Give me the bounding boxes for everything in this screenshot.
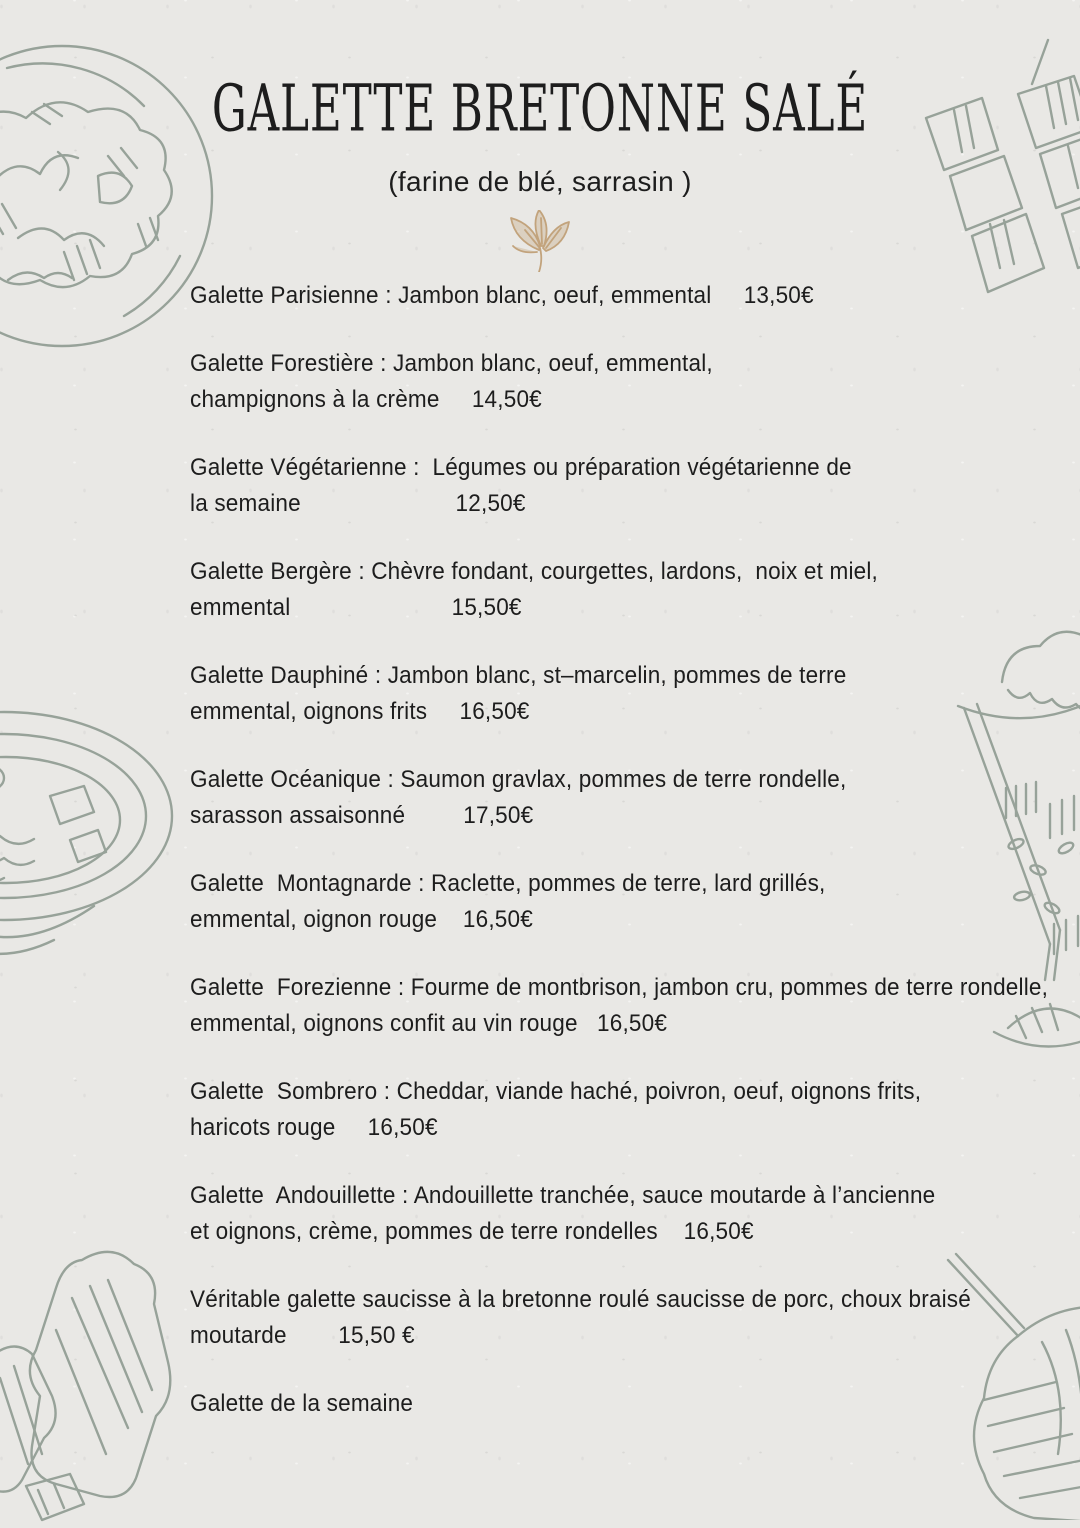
menu-item-line: Galette Andouillette : Andouillette tranchée, sauce moutarde à l’ancienne (190, 1182, 936, 1209)
page-title: GALETTE BRETONNE SALÉ (211, 72, 869, 147)
menu-item (190, 1074, 1048, 1146)
menu-item-line: Galette Bergère : Chèvre fondant, courgettes, lardons, noix et miel, (190, 558, 879, 585)
menu-item (190, 1178, 1048, 1250)
menu-item (190, 866, 1048, 938)
menu-item-line: et oignons, crème, pommes de terre rondelles 16,50€ (190, 1218, 754, 1245)
menu-item (190, 1282, 1048, 1354)
menu-item-line: Galette Forestière : Jambon blanc, oeuf, emmental, (190, 350, 713, 377)
menu-item-line: emmental, oignons confit au vin rouge 16,50€ (190, 1010, 668, 1037)
menu-header (0, 0, 1080, 277)
menu-item-line: emmental, oignon rouge 16,50€ (190, 906, 533, 933)
menu-item (190, 554, 1048, 626)
menu-item-line: Galette Montagnarde : Raclette, pommes de terre, lard grillés, (190, 870, 826, 897)
menu-items (190, 278, 1048, 1454)
menu-item-line: Galette Dauphiné : Jambon blanc, st–marcelin, pommes de terre (190, 662, 847, 689)
menu-item-line: Galette Forezienne : Fourme de montbrison, jambon cru, pommes de terre rondelle, (190, 974, 1049, 1001)
menu-item (190, 970, 1048, 1042)
menu-item-line: Galette Océanique : Saumon gravlax, pommes de terre rondelle, (190, 766, 847, 793)
menu-item (190, 450, 1048, 522)
menu-item-line: moutarde 15,50 € (190, 1322, 415, 1349)
menu-item-line: Galette de la semaine (190, 1390, 414, 1417)
meat-chunks-illustration (0, 1238, 201, 1528)
menu-item-line: Véritable galette saucisse à la bretonne roulé saucisse de porc, choux braisé (190, 1286, 971, 1313)
page-subtitle: (farine de blé, sarrasin ) (388, 166, 692, 197)
menu-item-line: emmental, oignons frits 16,50€ (190, 698, 530, 725)
leaf-sprig-ornament-icon (501, 210, 579, 277)
menu-item-line: champignons à la crème 14,50€ (190, 386, 542, 413)
menu-item-line: sarasson assaisonné 17,50€ (190, 802, 534, 829)
noodle-bowl-illustration (0, 678, 177, 988)
menu-item-line: la semaine 12,50€ (190, 490, 526, 517)
menu-item-line: Galette Sombrero : Cheddar, viande haché, poivron, oeuf, oignons frits, (190, 1078, 922, 1105)
menu-item-line: Galette Végétarienne : Légumes ou préparation végétarienne de (190, 454, 852, 481)
menu-item (190, 1386, 1048, 1422)
menu-item-line: haricots rouge 16,50€ (190, 1114, 438, 1141)
menu-item (190, 762, 1048, 834)
menu-item (190, 658, 1048, 730)
menu-item (190, 346, 1048, 418)
menu-item-line: emmental 15,50€ (190, 594, 522, 621)
menu-item-line: Galette Parisienne : Jambon blanc, oeuf, emmental 13,50€ (190, 282, 814, 309)
menu-item (190, 278, 1048, 314)
